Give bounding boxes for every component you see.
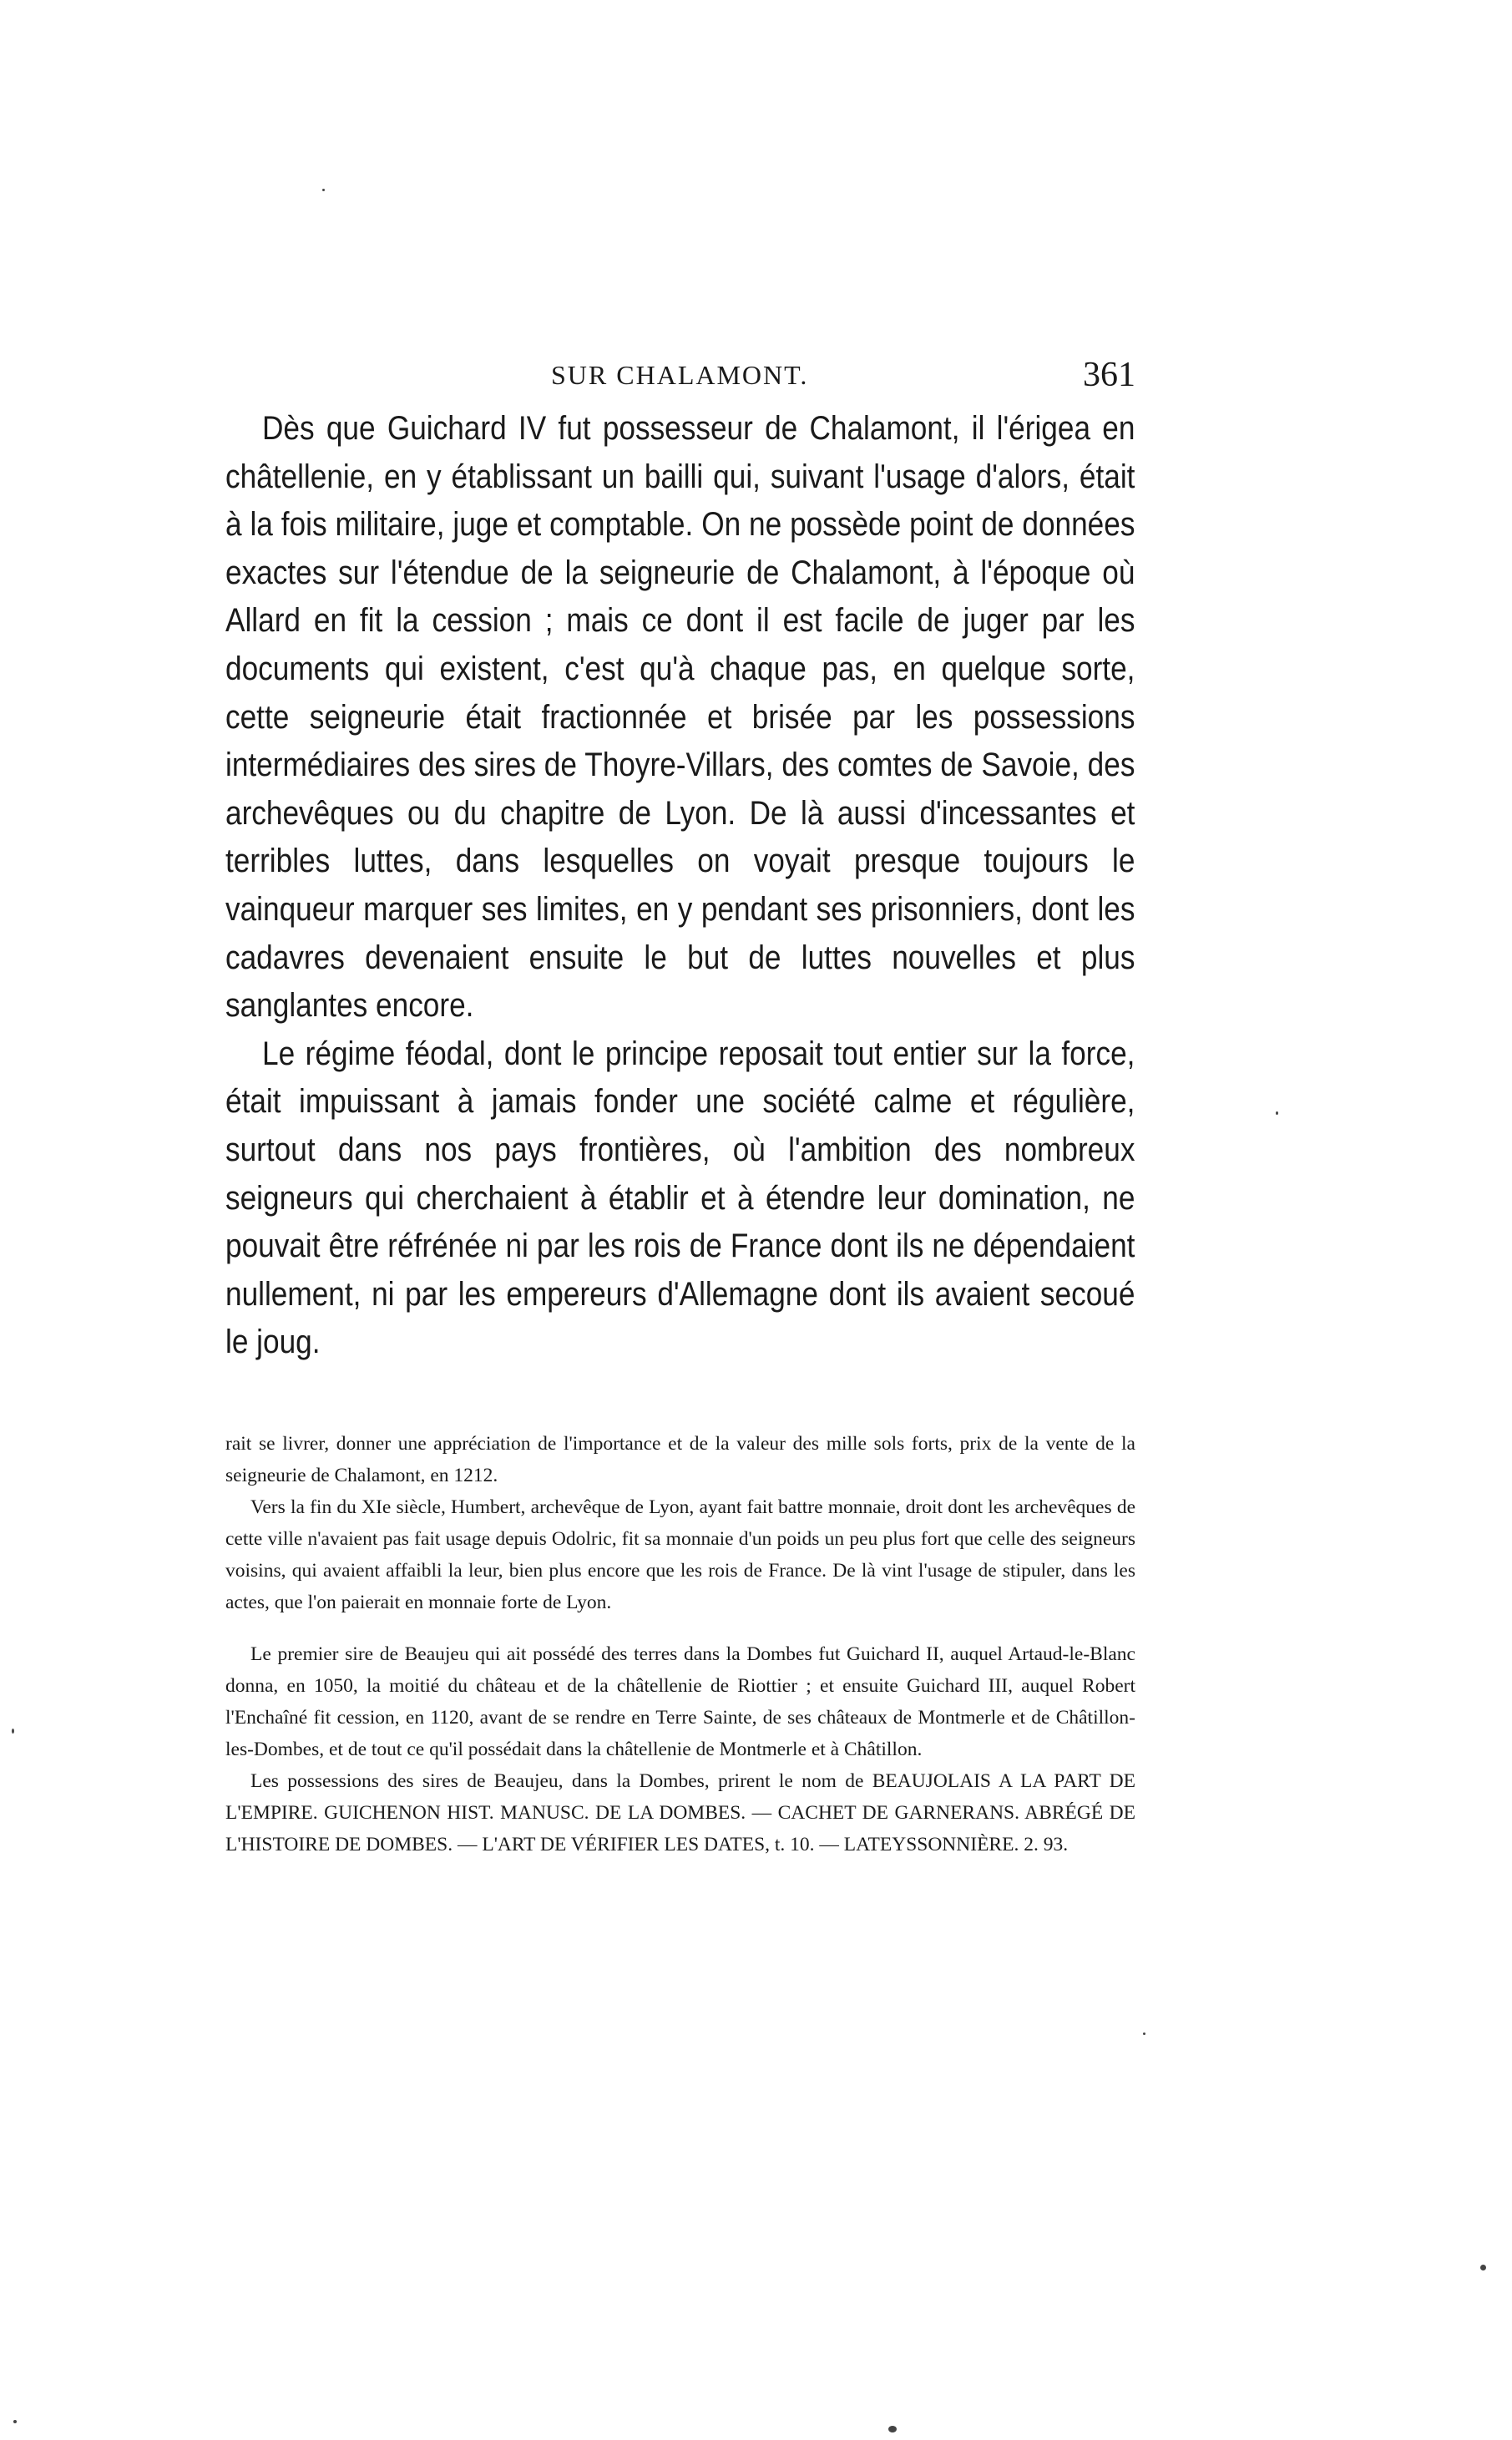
running-title: SUR CHALAMONT. <box>551 360 809 390</box>
footnote-paragraph: Les possessions des sires de Beaujeu, dans la Dombes, prirent le nom de BEAUJOLAIS A LA PART DE L'EMPIRE. GUICHENON HIST. MANUSC. DE LA DOMBES. — CACHET DE GARNERANS. ABRÉGÉ DE L'HISTOIRE DE DOMBES. — L'ART DE VÉRIFIER LES DATES, t. 10. — LATEYSSONNIÈRE. 2. 93. <box>225 1770 1135 1855</box>
page-header <box>225 355 1135 397</box>
footnote-paragraph: Vers la fin du XIe siècle, Humbert, archevêque de Lyon, ayant fait battre monnaie, droit dont les archevêques de cette ville n'avaient pas fait usage depuis Odolric, fit sa monnaie d'un poids un peu plus fort que celle des seigneurs voisins, qui avaient affaibli la leur, bien plus encore que les rois de France. De là vint l'usage de stipuler, dans les actes, que l'on paierait en monnaie forte de Lyon. <box>225 1496 1135 1613</box>
main-text <box>225 405 1135 1367</box>
scan-speck <box>1480 2265 1486 2270</box>
footnote-gap <box>225 1618 1135 1638</box>
footnote-paragraph: Le premier sire de Beaujeu qui ait possédé des terres dans la Dombes fut Guichard II, auquel Artaud-le-Blanc donna, en 1050, la moitié du château et de la châtellenie de Riottier ; et ensuite Guichard III, auquel Robert l'Enchaîné fit cession, en 1120, avant de se rendre en Terre Sainte, de ses châteaux de Montmerle et de Châtillon-les-Dombes, et de tout ce qu'il possédait dans la châtellenie de Montmerle et à Châtillon. <box>225 1643 1135 1760</box>
scan-speck <box>322 189 325 191</box>
body-paragraph: Dès que Guichard IV fut possesseur de Chalamont, il l'érigea en châtellenie, en y établissant un bailli qui, suivant l'usage d'alors, était à la fois militaire, juge et comptable. On ne possède point de données exactes sur l'étendue de la seigneurie de Chalamont, à l'époque où Allard en fit la cession ; mais ce dont il est facile de juger par les documents qui existent, c'est qu'à chaque pas, en quelque sorte, cette seigneurie était fractionnée et brisée par les possessions intermédiaires des sires de Thoyre-Villars, des comtes de Savoie, des archevêques ou du chapitre de Lyon. De là aussi d'incessantes et terribles luttes, dans lesquelles on voyait presque toujours le vainqueur marquer ses limites, en y pendant ses prisonniers, dont les cadavres devenaient ensuite le but de luttes nouvelles et plus sanglantes encore. <box>225 410 1135 1025</box>
scan-speck <box>888 2426 897 2432</box>
footnote-paragraph: rait se livrer, donner une appréciation de l'importance et de la valeur des mille sols forts, prix de la vente de la seigneurie de Chalamont, en 1212. <box>225 1433 1135 1486</box>
page-number: 361 <box>1083 356 1135 394</box>
body-paragraph: Le régime féodal, dont le principe reposait tout entier sur la force, était impuissant à jamais fonder une société calme et régulière, surtout dans nos pays frontières, où l'ambition des nombreux seigneurs qui cherchaient à établir et à étendre leur domination, ne pouvait être réfrénée ni par les rois de France dont ils ne dépendaient nullement, ni par les empereurs d'Allemagne dont ils avaient secoué le joug. <box>225 1035 1135 1361</box>
scan-speck <box>1276 1111 1278 1115</box>
scan-speck <box>12 1729 14 1734</box>
footnotes <box>225 1428 1135 1860</box>
scan-speck <box>1143 2032 1145 2035</box>
scan-speck <box>13 2420 17 2423</box>
